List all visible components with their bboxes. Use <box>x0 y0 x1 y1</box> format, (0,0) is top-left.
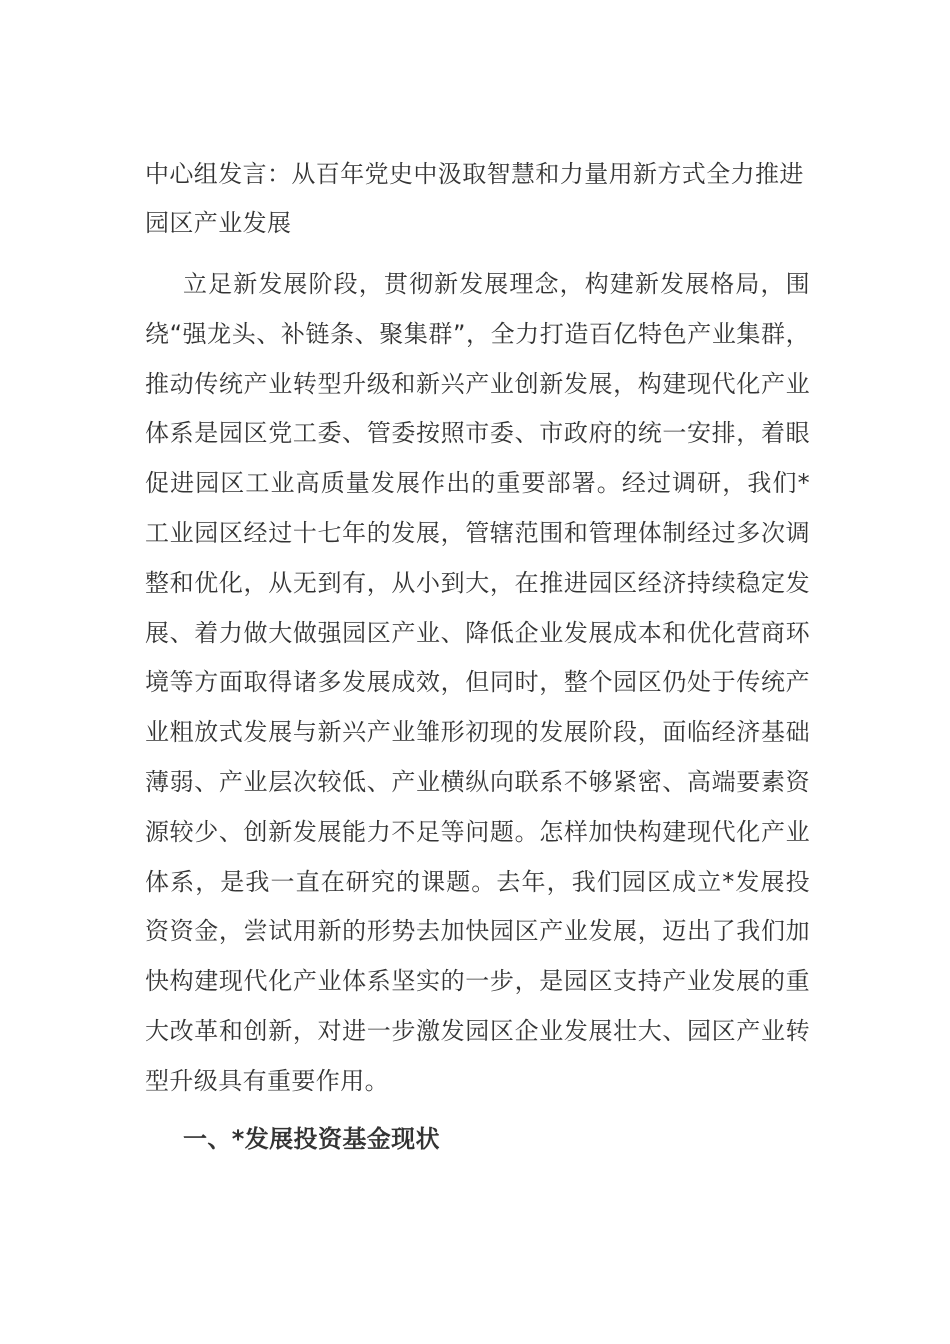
section-heading: 一、*发展投资基金现状 <box>183 1124 440 1153</box>
document-title: 中心组发言：从百年党史中汲取智慧和力量用新方式全力推进园区产业发展 <box>145 160 804 237</box>
document-page <box>145 150 810 1164</box>
body-paragraph: 立足新发展阶段，贯彻新发展理念，构建新发展格局，围绕“强龙头、补链条、聚集群”，全力打造百亿特色产业集群，推动传统产业转型升级和新兴产业创新发展，构建现代化产业体系是园区党工委、管委按照市委、市政府的统一安排，着眼促进园区工业高质量发展作出的重要部署。经过调研，我们*工业园区经过十七年的发展，管辖范围和管理体制经过多次调整和优化，从无到有，从小到大，在推进园区经济持续稳定发展、着力做大做强园区产业、降低企业发展成本和优化营商环境等方面取得诸多发展成效，但同时，整个园区仍处于传统产业粗放式发展与新兴产业雏形初现的发展阶段，面临经济基础薄弱、产业层次较低、产业横纵向联系不够紧密、高端要素资源较少、创新发展能力不足等问题。怎样加快构建现代化产业体系，是我一直在研究的课题。去年，我们园区成立*发展投资资金，尝试用新的形势去加快园区产业发展，迈出了我们加快构建现代化产业体系坚实的一步，是园区支持产业发展的重大改革和创新，对进一步激发园区企业发展壮大、园区产业转型升级具有重要作用。 <box>145 270 810 1095</box>
